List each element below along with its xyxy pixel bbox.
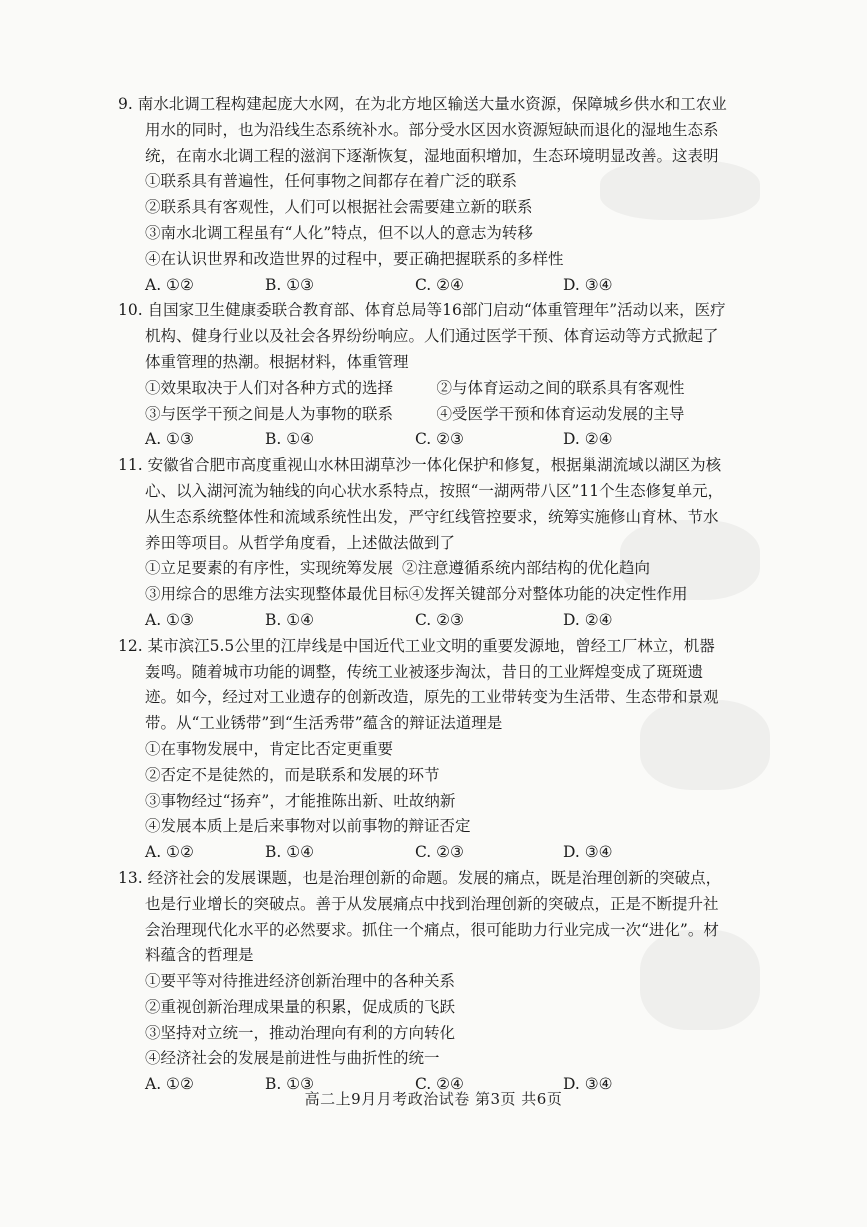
question-number: 9. xyxy=(118,95,133,113)
answer-c: C. ②③ xyxy=(415,430,464,449)
answer-choices xyxy=(118,273,728,299)
question-stem xyxy=(118,298,728,375)
question-13 xyxy=(118,866,728,1098)
answer-c: C. ②④ xyxy=(415,1075,464,1094)
option-statement: ①联系具有普遍性，任何事物之间都存在着广泛的联系 xyxy=(145,172,518,191)
answer-b: B. ①④ xyxy=(265,843,315,862)
answer-c: C. ②③ xyxy=(415,843,464,862)
option-statement: ③坚持对立统一，推动治理向有利的方向转化 xyxy=(145,1023,456,1042)
question-text: 南水北调工程构建起庞大水网，在为北方地区输送大量水资源，保障城乡供水和工农业用水的同时，也为沿线生态系统补水。部分受水区因水资源短缺而退化的湿地生态系统，在南水北调工程的滋润下逐渐恢复，湿地面积增加，生态环境明显改善。这表明 xyxy=(137,95,727,165)
option-statement: ④受医学干预和体育运动发展的主导 xyxy=(436,404,685,423)
option-statement: ①在事物发展中，肯定比否定更重要 xyxy=(145,739,394,758)
answer-b: B. ①③ xyxy=(265,275,315,294)
option-row xyxy=(118,376,728,402)
answer-d: D. ②④ xyxy=(563,430,613,449)
answer-choices xyxy=(118,608,728,634)
option-statement: ③与医学干预之间是人为事物的联系 xyxy=(145,404,394,423)
answer-c: C. ②③ xyxy=(415,610,464,629)
question-12 xyxy=(118,634,728,866)
option-statement: ③用综合的思维方法实现整体最优目标 xyxy=(145,585,409,604)
answer-a: A. ①③ xyxy=(145,430,194,449)
answer-b: B. ①④ xyxy=(265,430,315,449)
page-footer: 高二上9月月考政治试卷 第3页 共6页 xyxy=(304,1090,563,1108)
question-11 xyxy=(118,453,728,634)
option-statement: ④发展本质上是后来事物对以前事物的辩证否定 xyxy=(145,817,471,836)
answer-d: D. ③④ xyxy=(563,843,613,862)
option-statement: ③事物经过“扬弃”，才能推陈出新、吐故纳新 xyxy=(145,791,456,810)
option-row xyxy=(118,556,728,582)
question-text: 某市滨江5.5公里的江岸线是中国近代工业文明的重要发源地，曾经工厂林立，机器轰鸣。随着城市功能的调整，传统工业被逐步淘汰，昔日的工业辉煌变成了斑斑遗迹。如今，经过对工业遗存的创新改造，原先的工业带转变为生活带、生态带和景观带。从“工业锈带”到“生活秀带”蕴含的辩证法道理是 xyxy=(145,636,719,733)
option-row xyxy=(118,582,728,608)
answer-b: B. ①③ xyxy=(265,1075,315,1094)
answer-d: D. ②④ xyxy=(563,610,613,629)
option-row xyxy=(118,402,728,428)
answer-b: B. ①④ xyxy=(265,610,315,629)
answer-a: A. ①③ xyxy=(145,610,194,629)
option-statement: ②联系具有客观性，人们可以根据社会需要建立新的联系 xyxy=(145,198,533,217)
option-statement: ①立足要素的有序性，实现统筹发展 xyxy=(145,559,394,578)
answer-a: A. ①② xyxy=(145,275,194,294)
option-statement: ②与体育运动之间的联系具有客观性 xyxy=(436,378,685,397)
option-statement: ②否定不是徒然的，而是联系和发展的环节 xyxy=(145,765,440,784)
question-stem xyxy=(118,634,728,737)
option-statement: ②重视创新治理成果量的积累，促成质的飞跃 xyxy=(145,997,456,1016)
answer-choices xyxy=(118,840,728,866)
answer-d: D. ③④ xyxy=(563,1075,613,1094)
answer-a: A. ①② xyxy=(145,1075,194,1094)
option-statement: ②注意遵循系统内部结构的优化趋向 xyxy=(402,559,651,578)
option-statement: ④在认识世界和改造世界的过程中，要正确把握联系的多样性 xyxy=(145,249,564,268)
option-statement: ③南水北调工程虽有“人化”特点，但不以人的意志为转移 xyxy=(145,223,533,242)
question-number: 13. xyxy=(118,868,143,887)
answer-choices xyxy=(118,427,728,453)
option-statement: ④经济社会的发展是前进性与曲折性的统一 xyxy=(145,1049,440,1068)
question-10 xyxy=(118,298,728,453)
option-statement: ①效果取决于人们对各种方式的选择 xyxy=(145,378,394,397)
question-stem xyxy=(118,453,728,556)
question-number: 10. xyxy=(118,301,143,320)
question-stem xyxy=(118,866,728,969)
question-number: 12. xyxy=(118,636,143,655)
answer-c: C. ②④ xyxy=(415,275,464,294)
question-text: 自国家卫生健康委联合教育部、体育总局等16部门启动“体重管理年”活动以来，医疗机构、健身行业以及社会各界纷纷响应。人们通过医学干预、体育运动等方式掀起了体重管理的热潮。根据材料，体重管理 xyxy=(145,301,726,371)
question-text: 安徽省合肥市高度重视山水林田湖草沙一体化保护和修复，根据巢湖流域以湖区为核心、以入湖河流为轴线的向心状水系特点，按照“一湖两带八区”11个生态修复单元，从生态系统整体性和流域系统性出发，严守红线管控要求，统筹实施修山育林、节水养田等项目。从哲学角度看，上述做法做到了 xyxy=(145,456,724,552)
question-9 xyxy=(118,92,728,298)
question-list xyxy=(118,92,728,1098)
option-statement: ①要平等对待推进经济创新治理中的各种关系 xyxy=(145,972,456,991)
question-number: 11. xyxy=(118,456,143,475)
question-text: 经济社会的发展课题，也是治理创新的命题。发展的痛点，既是治理创新的突破点，也是行业增长的突破点。善于从发展痛点中找到治理创新的突破点，正是不断提升社会治理现代化水平的必然要求。抓住一个痛点，很可能助力行业完成一次“进化”。材料蕴含的哲理是 xyxy=(145,868,722,965)
option-statement: ④发挥关键部分对整体功能的决定性作用 xyxy=(408,585,688,604)
answer-a: A. ①② xyxy=(145,843,194,862)
answer-d: D. ③④ xyxy=(563,275,613,294)
question-stem xyxy=(118,92,728,169)
